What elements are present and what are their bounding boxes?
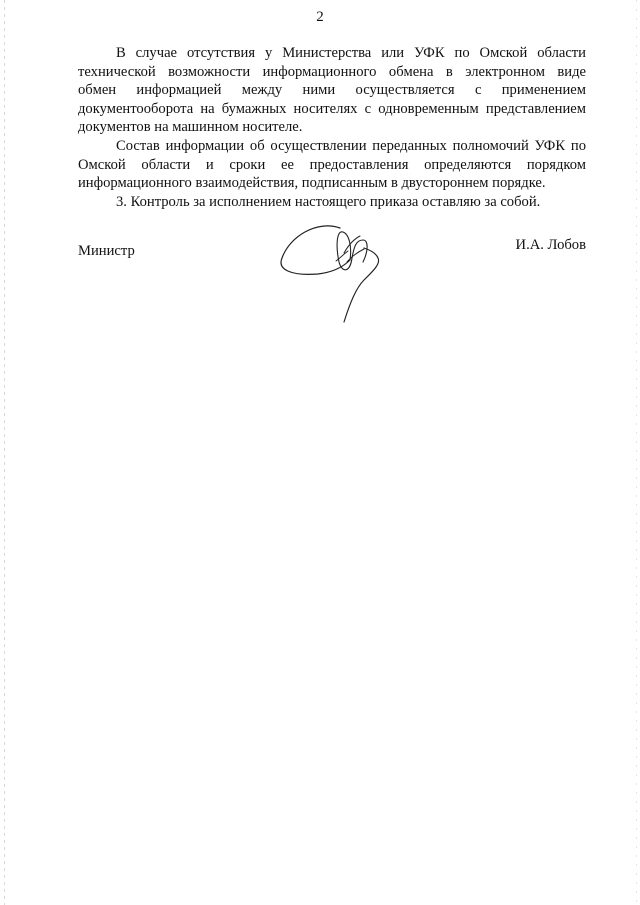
scan-edge-left: [4, 0, 5, 905]
page-number: 2: [316, 9, 324, 25]
handwritten-signature: [272, 218, 422, 330]
paragraph-line: документов на машинном носителе.: [78, 119, 303, 136]
paragraph-line: информационного взаимодействия, подписанным в двустороннем порядке.: [78, 175, 546, 192]
scan-edge-right: [636, 0, 637, 905]
paragraph-line: Омской области и сроки ее предоставления определяются порядком: [78, 156, 586, 173]
paragraph-line: документооборота на бумажных носителях с одновременным представлением: [78, 100, 586, 117]
paragraph-control-clause: 3. Контроль за исполнением настоящего приказа оставляю за собой.: [116, 193, 541, 210]
paragraph-line: обмен информацией между ними осуществляется с применением: [78, 82, 586, 99]
paragraph-electronic-exchange: [78, 44, 586, 137]
paragraph-line: технической возможности информационного обмена в электронном виде: [78, 63, 586, 80]
signature-block: [78, 234, 586, 334]
signatory-name: И.А. Лобов: [515, 237, 586, 253]
document-body: [78, 44, 586, 211]
paragraph-line: В случае отсутствия у Министерства или УФК по Омской области: [116, 45, 586, 61]
paragraph-line: Состав информации об осуществлении переданных полномочий УФК по: [116, 137, 586, 154]
paragraph-information-composition: [78, 137, 586, 193]
position-title: Министр: [78, 243, 135, 259]
